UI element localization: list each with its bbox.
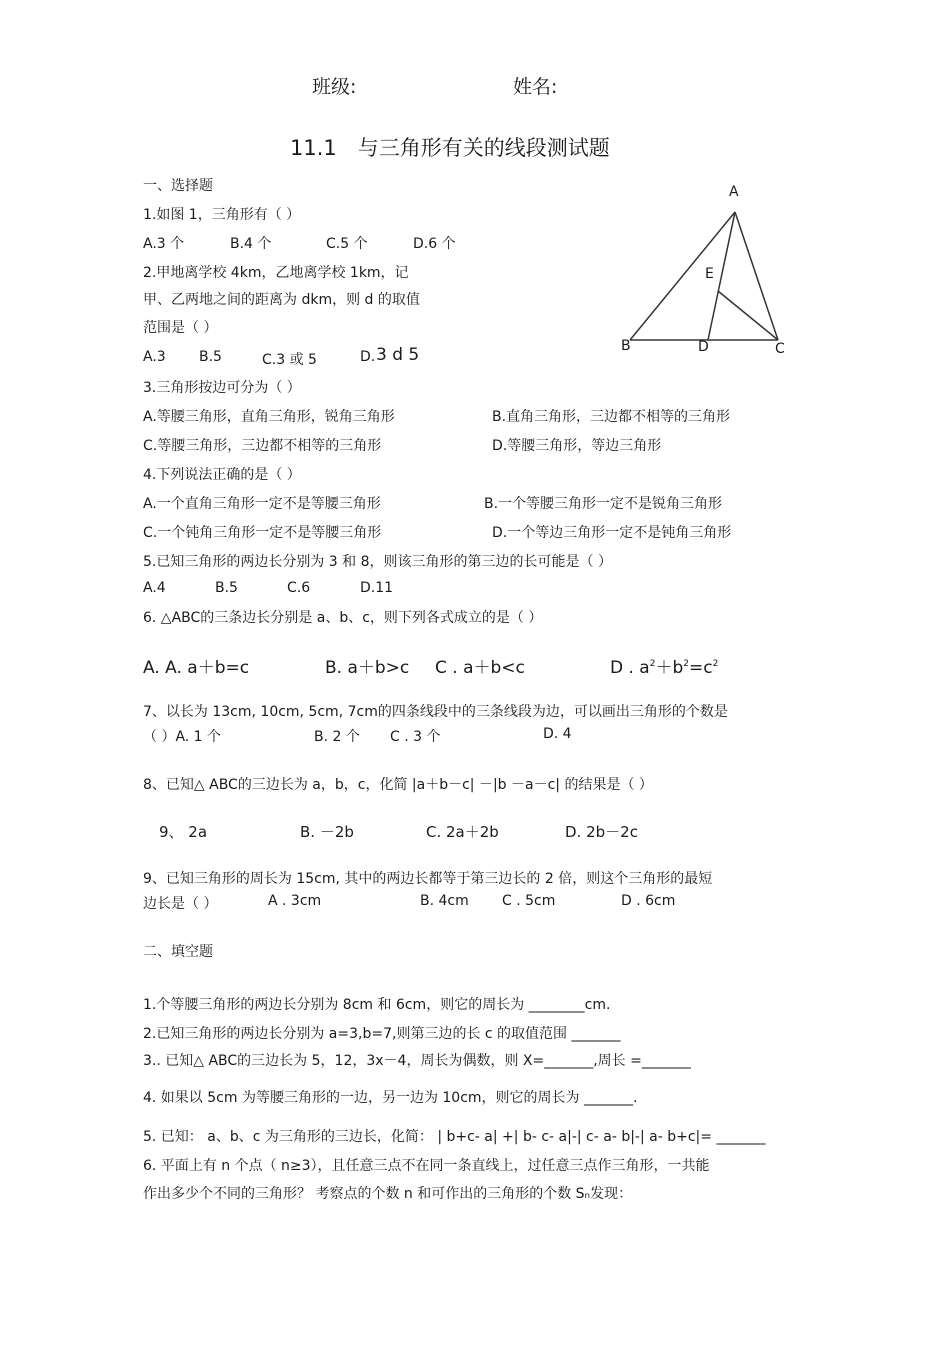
q4-option-b: B.一个等腰三角形一定不是锐角三角形 (484, 496, 723, 512)
section1-heading: 一、选择题 (143, 178, 213, 194)
q6-stem: 6. △ABC的三条边长分别是 a、b、c，则下列各式成立的是（ ） (143, 610, 543, 626)
q2-line3: 范围是（ ） (143, 320, 218, 336)
label-d: D (698, 339, 709, 355)
q6-option-c: C . a＋b<c (435, 658, 525, 678)
fill-q2: 2.已知三角形的两边长分别为 a=3,b=7,则第三边的长 c 的取值范围 _______ (143, 1026, 621, 1042)
q7-line1: 7、以长为 13cm, 10cm, 5cm, 7cm的四条线段中的三条线段为边，可以画出三角形的个数是 (143, 704, 728, 720)
class-label: 班级: (312, 76, 357, 98)
label-a: A (729, 184, 739, 200)
q1-option-a: A.3 个 (143, 236, 185, 252)
q8-option-a: 9、 2a (159, 823, 208, 841)
q7-option-b: B. 2 个 (314, 729, 360, 745)
q1-option-d: D.6 个 (413, 236, 456, 252)
q6-option-b: B. a＋b>c (325, 658, 410, 678)
fill-q1: 1.个等腰三角形的两边长分别为 8cm 和 6cm，则它的周长为 ________cm. (143, 997, 611, 1013)
q5-stem: 5.已知三角形的两边长分别为 3 和 8，则该三角形的第三边的长可能是（ ） (143, 554, 612, 570)
q3-option-c: C.等腰三角形，三边都不相等的三角形 (143, 438, 382, 454)
q6-option-d: D . $a^2+b^2=c^2$ (610, 658, 719, 678)
q4-stem: 4.下列说法正确的是（ ） (143, 467, 301, 483)
q8-option-c: C. 2a＋2b (426, 823, 499, 841)
q5-option-b: B.5 (215, 580, 238, 596)
q9-option-a: A . 3cm (268, 893, 322, 909)
q7-option-a: （ ）A. 1 个 (143, 729, 222, 745)
triangle-figure (615, 178, 795, 358)
q5-option-a: A.4 (143, 580, 166, 596)
label-c: C (775, 341, 785, 357)
fill-q4: 4. 如果以 5cm 为等腰三角形的一边，另一边为 10cm，则它的周长为 _______. (143, 1090, 638, 1106)
q9-option-b: B. 4cm (420, 893, 469, 909)
q7-option-d: D. 4 (543, 726, 572, 742)
page-title: 11.1 与三角形有关的线段测试题 (290, 136, 610, 160)
q4-option-d: D.一个等边三角形一定不是钝角三角形 (492, 525, 732, 541)
q3-stem: 3.三角形按边可分为（ ） (143, 380, 301, 396)
q4-option-a: A.一个直角三角形一定不是等腰三角形 (143, 496, 381, 512)
q8-stem: 8、已知△ ABC的三边长为 a，b，c，化简 |a＋b－c| －|b －a－c| 的结果是（ ） (143, 777, 653, 793)
q9-line1: 9、已知三角形的周长为 15cm, 其中的两边长都等于第三边长的 2 倍，则这个三角形的最短 (143, 871, 713, 887)
q5-option-d: D.11 (360, 580, 394, 596)
q9-line2: 边长是（ ） (143, 896, 218, 912)
label-e: E (705, 266, 714, 282)
fill-q6-line1: 6. 平面上有 n 个点（ n≥3），且任意三点不在同一条直线上，过任意三点作三角形，一共能 (143, 1158, 710, 1174)
q2-option-d-expr: 3 d 5 (376, 345, 420, 365)
side-ac (735, 212, 778, 340)
q2-option-d-prefix: D. (360, 349, 376, 365)
q2-option-c: C.3 或 5 (262, 352, 317, 368)
q5-option-c: C.6 (287, 580, 311, 596)
name-label: 姓名: (513, 76, 558, 98)
q6-option-a: A. A. a＋b=c (143, 658, 250, 678)
q2-line2: 甲、乙两地之间的距离为 dkm，则 d 的取值 (143, 292, 420, 308)
q2-line1: 2.甲地离学校 4km，乙地离学校 1km，记 (143, 265, 409, 281)
q1-option-b: B.4 个 (230, 236, 272, 252)
label-b: B (621, 338, 631, 354)
q9-option-c: C . 5cm (502, 893, 556, 909)
fill-q6-line2: 作出多少个不同的三角形？ 考察点的个数 n 和可作出的三角形的个数 Sₙ发现： (143, 1186, 633, 1202)
q3-option-a: A.等腰三角形，直角三角形，锐角三角形 (143, 409, 395, 425)
q3-option-b: B.直角三角形，三边都不相等的三角形 (492, 409, 731, 425)
q2-option-a: A.3 (143, 349, 166, 365)
side-ab (630, 212, 735, 340)
q2-option-b: B.5 (199, 349, 222, 365)
q4-option-c: C.一个钝角三角形一定不是等腰三角形 (143, 525, 382, 541)
section2-heading: 二、填空题 (143, 944, 213, 960)
fill-q3: 3.. 已知△ ABC的三边长为 5，12，3x－4，周长为偶数，则 X=_______,周长 =_______ (143, 1053, 691, 1069)
q7-option-c: C . 3 个 (390, 729, 441, 745)
q8-option-d: D. 2b－2c (565, 823, 638, 841)
q9-option-d: D . 6cm (621, 893, 676, 909)
q8-option-b: B. －2b (300, 823, 354, 841)
q1-stem: 1.如图 1，三角形有（ ） (143, 207, 301, 223)
q3-option-d: D.等腰三角形，等边三角形 (492, 438, 662, 454)
q1-option-c: C.5 个 (326, 236, 368, 252)
fill-q5: 5. 已知： a、b、c 为三角形的三边长，化简： | b+c- a| +| b- c- a|-| c- a- b|-| a- b+c|= _______ (143, 1129, 766, 1145)
